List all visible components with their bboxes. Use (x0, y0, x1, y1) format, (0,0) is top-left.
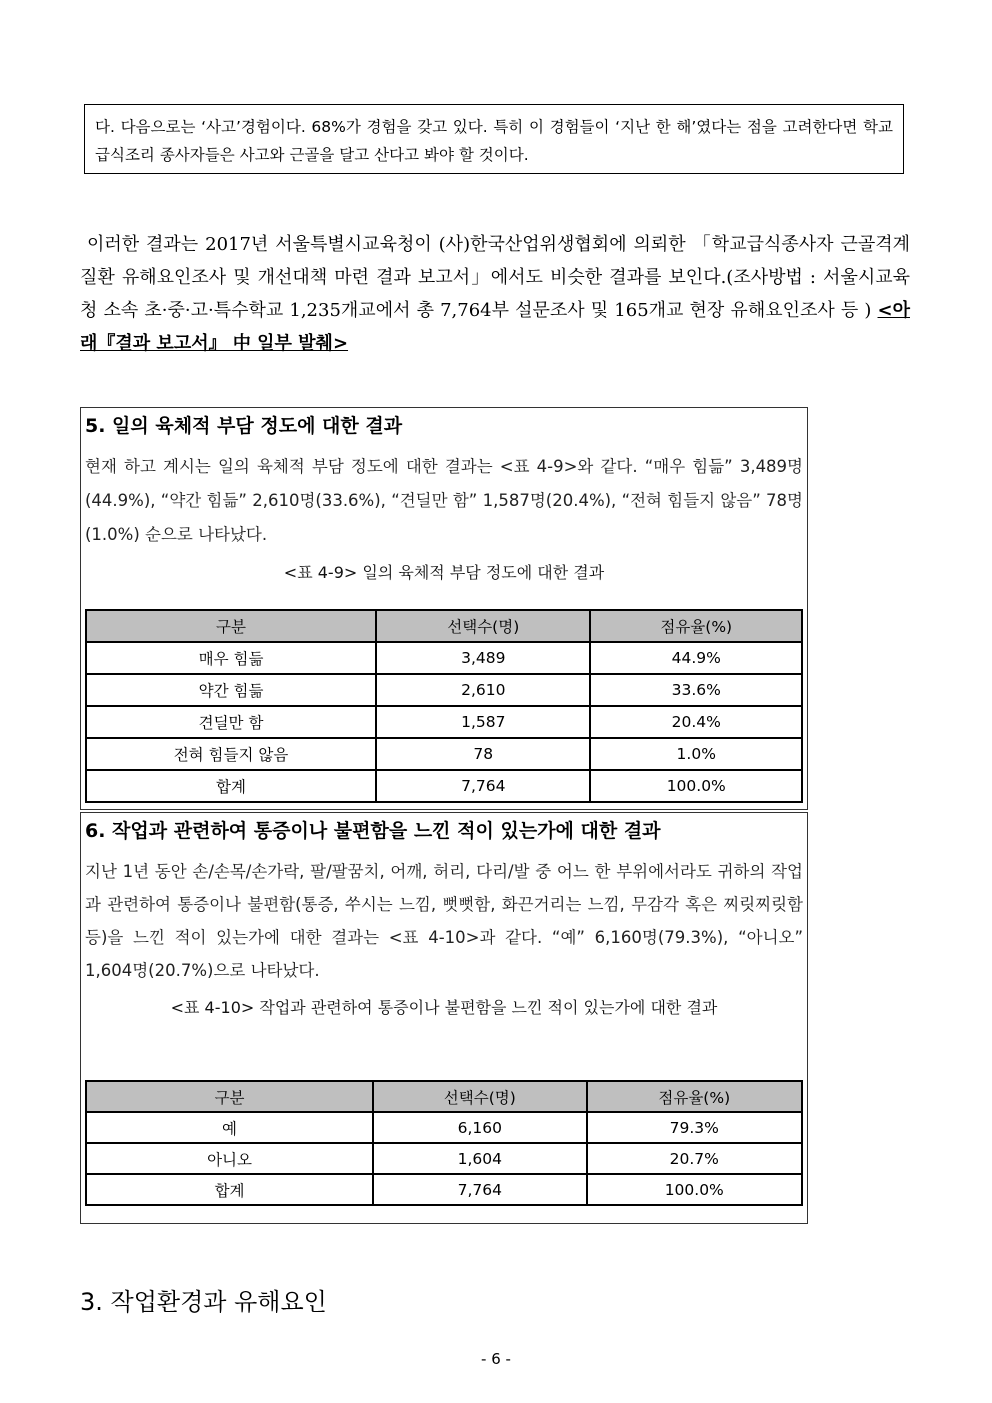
cell-share: 79.3% (587, 1112, 803, 1143)
cell-share: 100.0% (587, 1174, 803, 1205)
quote-box (84, 104, 904, 174)
cell-count: 6,160 (373, 1112, 586, 1143)
table-row (86, 706, 802, 738)
table-row (86, 1112, 802, 1143)
excerpt-6-title: 6. 작업과 관련하여 통증이나 불편함을 느낀 적이 있는가에 대한 결과 (85, 820, 661, 842)
table-row (86, 1143, 802, 1174)
table-row (86, 738, 802, 770)
cell-category: 합계 (86, 1174, 373, 1205)
cell-category: 합계 (86, 770, 376, 802)
excerpt-6-body: 지난 1년 동안 손/손목/손가락, 팔/팔꿈치, 어깨, 허리, 다리/발 중 어느 한 부위에서라도 귀하의 작업과 관련하여 통증이나 불편함(통증, 쑤시는 느낌, 뻣뻣함, 화끈거리는 느낌, 무감각 혹은 찌릿찌릿함 등)을 느낀 적이 있는가에 대한 결과는 <표 4-10>과 같다. “예” 6,160명(79.3%), “아니오” 1,604명(20.7%)으로 나타났다. (85, 862, 803, 980)
excerpt-section-5 (80, 407, 808, 810)
excerpt-5-body: 현재 하고 계시는 일의 육체적 부담 정도에 대한 결과는 <표 4-9>와 같다. “매우 힘듦” 3,489명(44.9%), “약간 힘듦” 2,610명(33.6%), “견딜만 함” 1,587명(20.4%), “전혀 힘들지 않음” 78명(1.0%) 순으로 나타났다. (85, 457, 803, 544)
table-4-10-caption: <표 4-10> 작업과 관련하여 통증이나 불편함을 느낀 적이 있는가에 대한 결과 (170, 998, 718, 1017)
header-category: 구분 (86, 610, 376, 642)
table-4-9 (85, 609, 803, 803)
header-share: 점유율(%) (590, 610, 802, 642)
cell-count: 78 (376, 738, 590, 770)
cell-share: 44.9% (590, 642, 802, 674)
cell-count: 7,764 (376, 770, 590, 802)
cell-category: 전혀 힘들지 않음 (86, 738, 376, 770)
cell-share: 1.0% (590, 738, 802, 770)
table-row (86, 642, 802, 674)
excerpt-5-title: 5. 일의 육체적 부담 정도에 대한 결과 (85, 415, 403, 437)
header-count: 선택수(명) (376, 610, 590, 642)
cell-share: 20.4% (590, 706, 802, 738)
cell-share: 33.6% (590, 674, 802, 706)
header-share: 점유율(%) (587, 1081, 803, 1112)
cell-category: 예 (86, 1112, 373, 1143)
table-4-10 (85, 1080, 803, 1206)
excerpt-section-6 (80, 812, 808, 1224)
paragraph-text: 이러한 결과는 2017년 서울특별시교육청이 (사)한국산업위생협회에 의뢰한 「학교급식종사자 근골격계질환 유해요인조사 및 개선대책 마련 결과 보고서」에서도 비슷한 결과를 보인다.(조사방법 : 서울시교육청 소속 초·중·고·특수학교 1,235개교에서 총 7,764부 설문조사 및 165개교 현장 유해요인조사 등 ) (80, 234, 910, 321)
cell-count: 7,764 (373, 1174, 586, 1205)
excerpt-note: <아래『결과 보고서』 中 일부 발췌> (80, 300, 910, 354)
table-row (86, 674, 802, 706)
table-header-row (86, 610, 802, 642)
cell-category: 아니오 (86, 1143, 373, 1174)
cell-share: 100.0% (590, 770, 802, 802)
cell-count: 3,489 (376, 642, 590, 674)
cell-count: 1,587 (376, 706, 590, 738)
cell-count: 1,604 (373, 1143, 586, 1174)
table-4-9-caption: <표 4-9> 일의 육체적 부담 정도에 대한 결과 (283, 563, 605, 582)
cell-count: 2,610 (376, 674, 590, 706)
cell-category: 견딜만 함 (86, 706, 376, 738)
page-number: - 6 - (481, 1350, 511, 1368)
body-paragraph (80, 228, 910, 360)
section-heading: 3. 작업환경과 유해요인 (80, 1288, 327, 1316)
quote-box-text: 다. 다음으로는 ‘사고’경험이다. 68%가 경험을 갖고 있다. 특히 이 경험들이 ‘지난 한 해’였다는 점을 고려한다면 학교 급식조리 종사자들은 사고와 근골을 달고 산다고 봐야 할 것이다. (95, 118, 893, 164)
cell-share: 20.7% (587, 1143, 803, 1174)
cell-category: 약간 힘듦 (86, 674, 376, 706)
table-total-row (86, 770, 802, 802)
header-count: 선택수(명) (373, 1081, 586, 1112)
table-total-row (86, 1174, 802, 1205)
cell-category: 매우 힘듦 (86, 642, 376, 674)
table-header-row (86, 1081, 802, 1112)
header-category: 구분 (86, 1081, 373, 1112)
